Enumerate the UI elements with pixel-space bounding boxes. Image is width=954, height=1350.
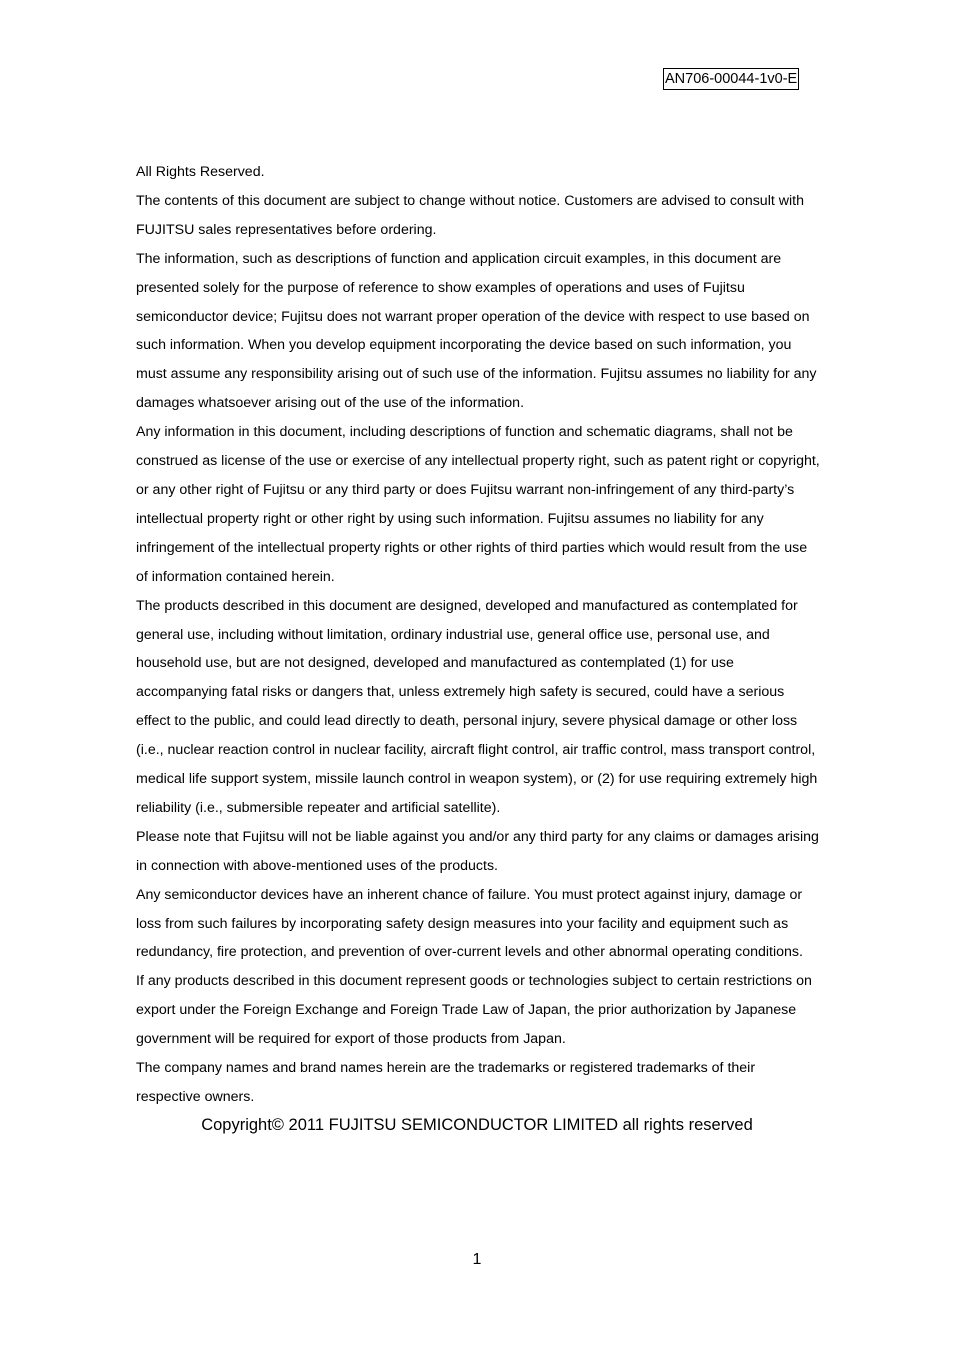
notice-paragraph-products-use: The products described in this document are designed, developed and manufactured as contemplated for general use, including without limitation, ordinary industrial use, general office use, personal use, and household use, but are not designed, developed and manufactured as contemplated (1) for use accompanying fatal risks or dangers that, unless extremely high safety is secured, could have a serious effect to the public, and could lead directly to death, personal injury, severe physical damage or other loss (i.e., nuclear reaction control in nuclear facility, aircraft flight control, air traffic control, mass transport control, medical life support system, missile launch control in weapon system), or (2) for use requiring extremely high reliability (i.e., submersible repeater and artificial satellite). — [136, 597, 818, 816]
document-id-label: AN706-00044-1v0-E — [663, 68, 799, 90]
notice-paragraph-changes: The contents of this document are subject to change without notice. Customers are advised to consult with FUJITSU sales representatives before ordering. — [136, 192, 804, 238]
notice-paragraph-liability: Please note that Fujitsu will not be liable against you and/or any third party for any claims or damages arising in connection with above-mentioned uses of the products. — [136, 828, 819, 874]
copyright-line: Copyright© 2011 FUJITSU SEMICONDUCTOR LIMITED all rights reserved — [201, 1116, 753, 1134]
notice-paragraph-export: If any products described in this document represent goods or technologies subject to certain restrictions on export under the Foreign Exchange and Foreign Trade Law of Japan, the prior authorization by Japanese government will be required for export of those products from Japan. — [136, 973, 812, 1048]
notice-paragraph-trademarks: The company names and brand names herein are the trademarks or registered trademarks of their respective owners. — [136, 1060, 756, 1105]
notice-paragraph-rights: All Rights Reserved. — [136, 164, 265, 180]
legal-notice — [136, 158, 822, 1112]
page-number: 1 — [472, 1251, 482, 1268]
notice-paragraph-license: Any information in this document, including descriptions of function and schematic diagrams, shall not be construed as license of the use or exercise of any intellectual property right, such as patent right or copyright, or any other right of Fujitsu or any third party or does Fujitsu warrant non-infringement of any third-party’s intellectual property right or other right by using such information. Fujitsu assumes no liability for any infringement of the intellectual property rights or other rights of third parties which would result from the use of information contained herein. — [136, 424, 820, 585]
notice-paragraph-information: The information, such as descriptions of function and application circuit examples, in this document are presented solely for the purpose of reference to show examples of operations and uses of Fujitsu semiconductor device; Fujitsu does not warrant proper operation of the device with respect to use based on such information. When you develop equipment incorporating the device based on such information, you must assume any responsibility arising out of such use of the information. Fujitsu assumes no liability for any damages whatsoever arising out of the use of the information. — [136, 250, 817, 412]
notice-paragraph-failure: Any semiconductor devices have an inherent chance of failure. You must protect against injury, damage or loss from such failures by incorporating safety design measures into your facility and equipment such as redundancy, fire protection, and prevention of over-current levels and other abnormal operating conditions. — [136, 886, 803, 961]
